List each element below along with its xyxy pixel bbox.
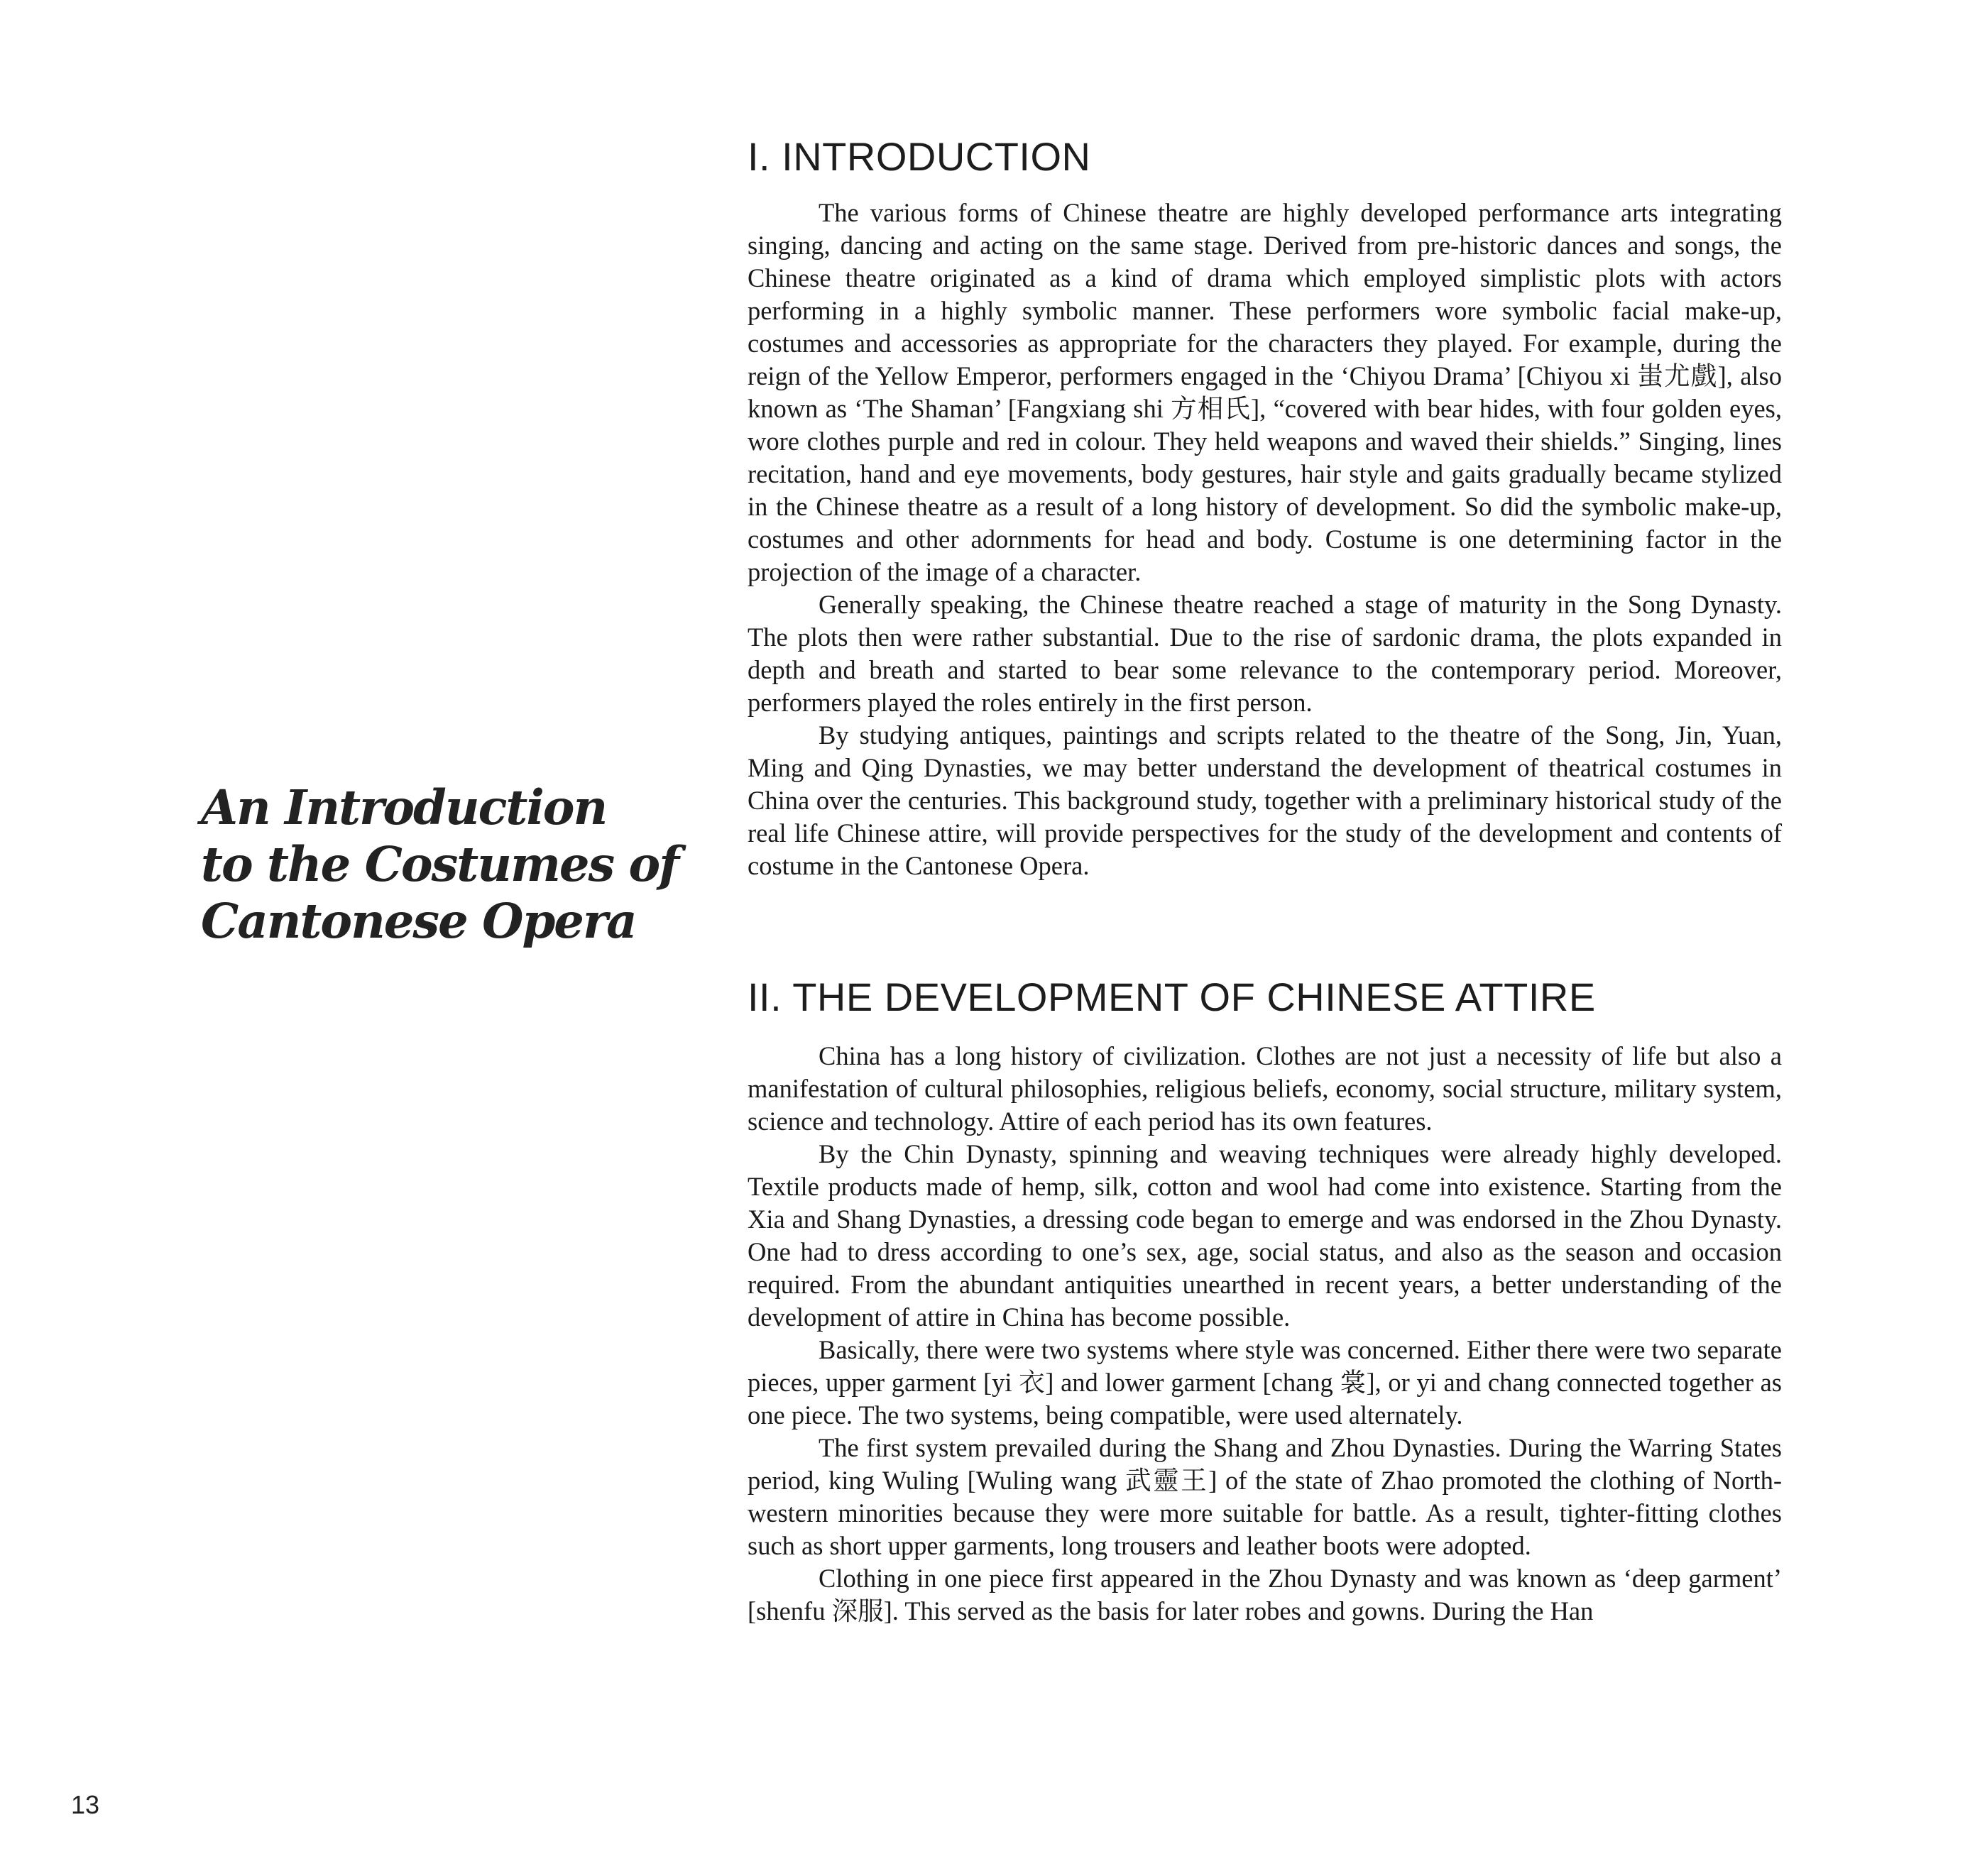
paragraph: Clothing in one piece first appeared in the Zhou Dynasty and was known as ‘deep garment’ [shenfu 深服]. This served as the basis for later robes and gowns. During the Han: [748, 1564, 1782, 1625]
paragraph: The first system prevailed during the Shang and Zhou Dynasties. During the Warring States period, king Wuling [Wuling wang 武靈王] of the state of Zhao promoted the clothing of North-western minorities because they were more suitable for battle. As a result, tighter-fitting clothes such as short upper garments, long trousers and leather boots were adopted.: [748, 1433, 1782, 1560]
page-number: 13: [71, 1790, 100, 1819]
paragraph: The various forms of Chinese theatre are highly developed performance arts integrating singing, dancing and acting on the same stage. Derived from pre-historic dances and songs, the Chinese theatre originated as a kind of drama which employed simplistic plots with actors performing in a highly symbolic manner. These performers wore symbolic facial make-up, costumes and accessories as appropriate for the characters they played. For example, during the reign of the Yellow Emperor, performers engaged in the ‘Chiyou Drama’ [Chiyou xi 蚩尤戲], also known as ‘The Shaman’ [Fangxiang shi 方相氏], “covered with bear hides, with four golden eyes, wore clothes purple and red in colour. They held weapons and waved their shields.” Singing, lines recitation, hand and eye movements, body gestures, hair style and gaits gradually became stylized in the Chinese theatre as a result of a long history of development. So did the symbolic make-up, costumes and other adornments for head and body. Costume is one determining factor in the projection of the image of a character.: [748, 198, 1782, 586]
chapter-title-line-2: to the Costumes of: [201, 836, 679, 892]
section-heading: I. INTRODUCTION: [748, 134, 1091, 179]
paragraph: By the Chin Dynasty, spinning and weaving techniques were already highly developed. Textile products made of hemp, silk, cotton and wool had come into existence. Starting from the Xia and Shang Dynasties, a dressing code began to emerge and was endorsed in the Zhou Dynasty. One had to dress according to one’s sex, age, social status, and also as the season and occasion required. From the abundant antiquities unearthed in recent years, a better understanding of the development of attire in China has become possible.: [748, 1139, 1782, 1332]
chapter-title-line-1: An Introduction: [201, 779, 607, 835]
paragraph: China has a long history of civilization. Clothes are not just a necessity of life but also a manifestation of cultural philosophies, religious beliefs, economy, social structure, military system, science and technology. Attire of each period has its own features.: [748, 1041, 1782, 1136]
section-introduction: [748, 133, 1782, 882]
chapter-title-line-3: Cantonese Opera: [201, 893, 636, 949]
paragraph: By studying antiques, paintings and scripts related to the theatre of the Song, Jin, Yuan, Ming and Qing Dynasties, we may better understand the development of theatrical costumes in China over the centuries. This background study, together with a preliminary historical study of the real life Chinese attire, will provide perspectives for the study of the development and contents of costume in the Cantonese Opera.: [748, 720, 1782, 880]
chapter-title: [201, 779, 679, 950]
paragraph: Basically, there were two systems where style was concerned. Either there were two separate pieces, upper garment [yi 衣] and lower garment [chang 裳], or yi and chang connected together as one piece. The two systems, being compatible, were used alternately.: [748, 1335, 1782, 1430]
section-chinese-attire: [748, 974, 1782, 1628]
section-heading: II. THE DEVELOPMENT OF CHINESE ATTIRE: [748, 975, 1596, 1019]
paragraph: Generally speaking, the Chinese theatre reached a stage of maturity in the Song Dynasty. The plots then were rather substantial. Due to the rise of sardonic drama, the plots expanded in depth and breath and started to bear some relevance to the contemporary period. Moreover, performers played the roles entirely in the first person.: [748, 590, 1782, 717]
